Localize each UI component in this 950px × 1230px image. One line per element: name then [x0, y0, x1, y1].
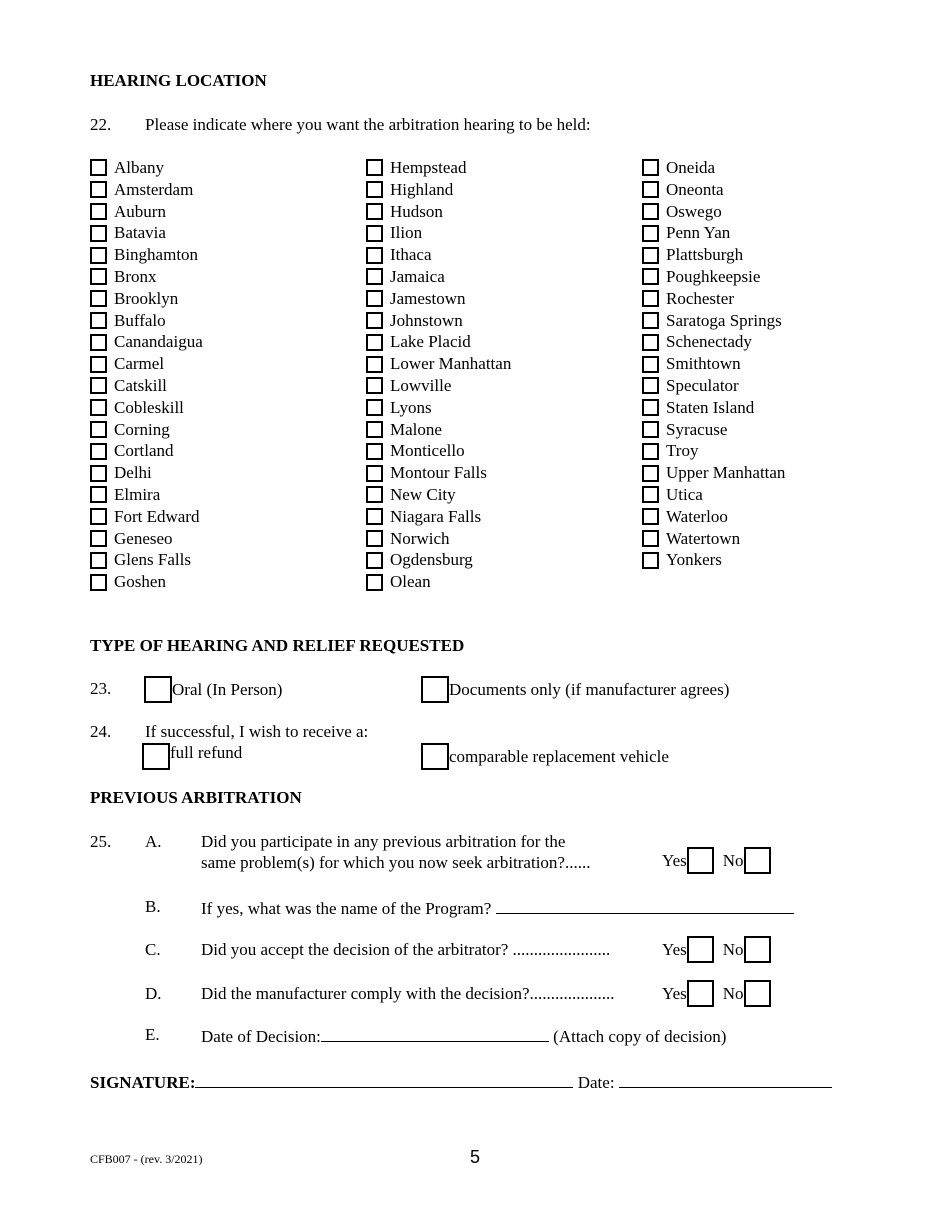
location-option-oneida[interactable] — [642, 157, 785, 179]
location-label: Johnstown — [390, 310, 463, 330]
location-checkbox-hempstead[interactable] — [366, 159, 383, 176]
location-label: Albany — [114, 158, 165, 177]
signature-date-label: Date: — [577, 1073, 615, 1092]
item-c-no-label: No — [722, 939, 744, 959]
location-checkbox-ogdensburg[interactable] — [366, 552, 383, 569]
location-label: Poughkeepsie — [666, 266, 761, 286]
location-checkbox-utica[interactable] — [642, 486, 659, 503]
location-checkbox-highland[interactable] — [366, 181, 383, 198]
location-checkbox-ilion[interactable] — [366, 225, 383, 242]
section-heading-previous-arbitration: PREVIOUS ARBITRATION — [90, 788, 302, 807]
location-option-auburn[interactable] — [90, 201, 203, 223]
location-label: Hudson — [390, 201, 443, 221]
location-option-upper-manhattan[interactable] — [642, 462, 785, 484]
location-option-plattsburgh[interactable] — [642, 244, 785, 266]
location-label: Lower Manhattan — [390, 354, 512, 374]
location-checkbox-brooklyn[interactable] — [90, 290, 107, 307]
location-option-olean[interactable] — [366, 571, 511, 593]
full-refund-checkbox[interactable] — [142, 743, 170, 770]
location-label: Syracuse — [666, 419, 728, 439]
location-label: Bronx — [114, 266, 157, 286]
signature-field[interactable] — [195, 1071, 573, 1088]
location-option-corning[interactable] — [90, 419, 203, 441]
section-heading-hearing-location: HEARING LOCATION — [90, 71, 267, 90]
location-label: Malone — [390, 419, 442, 439]
location-label: Goshen — [114, 572, 166, 592]
full-refund-label: full refund — [170, 743, 243, 762]
location-label: Watertown — [666, 528, 741, 548]
location-option-highland[interactable] — [366, 179, 511, 201]
page-number: 5 — [470, 1147, 481, 1167]
location-label: Cortland — [114, 441, 174, 461]
location-label: Speculator — [666, 375, 739, 395]
location-label: Olean — [390, 572, 431, 592]
item-d-yes-label: Yes — [662, 983, 687, 1003]
item-c-yes-checkbox[interactable] — [687, 936, 714, 963]
location-label: Norwich — [390, 528, 450, 548]
location-checkbox-lyons[interactable] — [366, 399, 383, 416]
location-option-troy[interactable] — [642, 440, 785, 462]
item-a-letter: A. — [145, 832, 162, 851]
location-option-saratoga-springs[interactable] — [642, 310, 785, 332]
oral-hearing-checkbox[interactable] — [144, 676, 172, 703]
location-checkbox-cobleskill[interactable] — [90, 399, 107, 416]
location-option-staten-island[interactable] — [642, 397, 785, 419]
location-checkbox-waterloo[interactable] — [642, 508, 659, 525]
location-option-niagara-falls[interactable] — [366, 506, 511, 528]
location-option-delhi[interactable] — [90, 462, 203, 484]
location-checkbox-lake-placid[interactable] — [366, 334, 383, 351]
location-label: Niagara Falls — [390, 506, 482, 526]
location-checkbox-troy[interactable] — [642, 443, 659, 460]
question-22-text: Please indicate where you want the arbitration hearing to be held: — [145, 115, 591, 134]
location-option-hempstead[interactable] — [366, 157, 511, 179]
item-e-letter: E. — [145, 1025, 160, 1044]
location-checkbox-corning[interactable] — [90, 421, 107, 438]
location-checkbox-catskill[interactable] — [90, 377, 107, 394]
location-label: Plattsburgh — [666, 245, 744, 265]
item-d-letter: D. — [145, 984, 162, 1003]
location-checkbox-johnstown[interactable] — [366, 312, 383, 329]
location-checkbox-glens-falls[interactable] — [90, 552, 107, 569]
signature-label: SIGNATURE: — [90, 1073, 196, 1092]
location-checkbox-jamaica[interactable] — [366, 268, 383, 285]
location-label: Ilion — [390, 223, 423, 243]
item-c-text: Did you accept the decision of the arbitrator? ....................... — [201, 940, 611, 959]
location-option-smithtown[interactable] — [642, 353, 785, 375]
location-option-ilion[interactable] — [366, 222, 511, 244]
location-checkbox-lower-manhattan[interactable] — [366, 356, 383, 373]
location-label: Fort Edward — [114, 506, 200, 526]
item-d-text: Did the manufacturer comply with the decision?.................... — [201, 984, 615, 1003]
replacement-vehicle-label: comparable replacement vehicle — [449, 746, 669, 766]
form-code: CFB007 - (rev. 3/2021) — [90, 1152, 203, 1166]
item-d-no-checkbox[interactable] — [744, 980, 771, 1007]
item-e-note: (Attach copy of decision) — [553, 1027, 727, 1046]
item-e-text: Date of Decision: — [201, 1027, 321, 1046]
location-label: Elmira — [114, 484, 161, 504]
location-checkbox-norwich[interactable] — [366, 530, 383, 547]
documents-only-checkbox[interactable] — [421, 676, 449, 703]
location-checkbox-speculator[interactable] — [642, 377, 659, 394]
location-label: Yonkers — [666, 550, 722, 570]
location-option-lyons[interactable] — [366, 397, 511, 419]
location-label: Rochester — [666, 288, 734, 308]
location-checkbox-montour-falls[interactable] — [366, 465, 383, 482]
location-checkbox-syracuse[interactable] — [642, 421, 659, 438]
location-option-watertown[interactable] — [642, 528, 785, 550]
location-label: Ithaca — [390, 245, 432, 265]
location-checkbox-monticello[interactable] — [366, 443, 383, 460]
location-option-johnstown[interactable] — [366, 310, 511, 332]
question-24-number: 24. — [90, 722, 112, 741]
location-label: Binghamton — [114, 245, 199, 265]
location-checkbox-plattsburgh[interactable] — [642, 247, 659, 264]
location-option-utica[interactable] — [642, 484, 785, 506]
location-checkbox-canandaigua[interactable] — [90, 334, 107, 351]
location-label: Monticello — [390, 441, 465, 461]
location-option-amsterdam[interactable] — [90, 179, 203, 201]
location-label: Canandaigua — [114, 332, 203, 352]
item-a-yes-checkbox[interactable] — [687, 847, 714, 874]
location-option-jamestown[interactable] — [366, 288, 511, 310]
location-option-oneonta[interactable] — [642, 179, 785, 201]
location-label: Oneonta — [666, 179, 724, 199]
location-option-buffalo[interactable] — [90, 310, 203, 332]
location-label: Delhi — [114, 463, 152, 483]
location-option-canandaigua[interactable] — [90, 331, 203, 353]
item-a-line2: same problem(s) for which you now seek arbitration?...... — [201, 853, 591, 872]
location-checkbox-jamestown[interactable] — [366, 290, 383, 307]
location-label: Jamaica — [390, 266, 445, 286]
location-label: Staten Island — [666, 397, 755, 417]
location-option-malone[interactable] — [366, 419, 511, 441]
location-checkbox-new-city[interactable] — [366, 486, 383, 503]
location-label: Auburn — [114, 201, 166, 221]
location-checkbox-albany[interactable] — [90, 159, 107, 176]
item-c-letter: C. — [145, 940, 161, 959]
location-option-cobleskill[interactable] — [90, 397, 203, 419]
item-c-no-checkbox[interactable] — [744, 936, 771, 963]
location-column-1 — [90, 157, 203, 593]
location-checkbox-penn-yan[interactable] — [642, 225, 659, 242]
location-checkbox-malone[interactable] — [366, 421, 383, 438]
item-b-letter: B. — [145, 897, 161, 916]
item-a-line1: Did you participate in any previous arbitration for the — [201, 832, 566, 851]
location-checkbox-oswego[interactable] — [642, 203, 659, 220]
location-label: Hempstead — [390, 158, 467, 177]
location-option-schenectady[interactable] — [642, 331, 785, 353]
location-checkbox-upper-manhattan[interactable] — [642, 465, 659, 482]
location-checkbox-oneonta[interactable] — [642, 181, 659, 198]
location-label: Oswego — [666, 201, 722, 221]
question-23-number: 23. — [90, 679, 112, 698]
location-checkbox-staten-island[interactable] — [642, 399, 659, 416]
location-label: Jamestown — [390, 288, 466, 308]
question-24-text: If successful, I wish to receive a: — [145, 722, 369, 741]
location-checkbox-ithaca[interactable] — [366, 247, 383, 264]
location-option-cortland[interactable] — [90, 440, 203, 462]
location-column-3 — [642, 157, 785, 571]
location-checkbox-geneseo[interactable] — [90, 530, 107, 547]
location-option-brooklyn[interactable] — [90, 288, 203, 310]
replacement-vehicle-checkbox[interactable] — [421, 743, 449, 770]
location-checkbox-poughkeepsie[interactable] — [642, 268, 659, 285]
location-checkbox-schenectady[interactable] — [642, 334, 659, 351]
location-checkbox-saratoga-springs[interactable] — [642, 312, 659, 329]
location-label: Ogdensburg — [390, 550, 473, 570]
item-d-yes-checkbox[interactable] — [687, 980, 714, 1007]
location-checkbox-amsterdam[interactable] — [90, 181, 107, 198]
location-label: Lyons — [390, 397, 432, 417]
location-label: Corning — [114, 419, 170, 439]
location-label: Montour Falls — [390, 463, 487, 483]
location-label: Buffalo — [114, 310, 166, 330]
location-option-monticello[interactable] — [366, 440, 511, 462]
location-option-penn-yan[interactable] — [642, 222, 785, 244]
question-25-number: 25. — [90, 832, 112, 851]
location-label: Brooklyn — [114, 288, 179, 308]
location-checkbox-yonkers[interactable] — [642, 552, 659, 569]
location-checkbox-olean[interactable] — [366, 574, 383, 591]
location-label: Saratoga Springs — [666, 310, 782, 330]
documents-only-label: Documents only (if manufacturer agrees) — [449, 679, 730, 699]
location-option-lake-placid[interactable] — [366, 331, 511, 353]
location-checkbox-batavia[interactable] — [90, 225, 107, 242]
location-checkbox-smithtown[interactable] — [642, 356, 659, 373]
location-label: Batavia — [114, 223, 166, 243]
location-option-binghamton[interactable] — [90, 244, 203, 266]
location-label: Lowville — [390, 375, 452, 395]
location-label: Waterloo — [666, 506, 728, 526]
location-option-new-city[interactable] — [366, 484, 511, 506]
decision-date-field[interactable] — [321, 1025, 549, 1042]
location-label: Utica — [666, 484, 703, 504]
location-label: Highland — [390, 179, 454, 199]
item-a-yes-label: Yes — [662, 850, 687, 870]
location-option-oswego[interactable] — [642, 201, 785, 223]
location-option-ithaca[interactable] — [366, 244, 511, 266]
location-label: Smithtown — [666, 354, 741, 374]
item-b-text: If yes, what was the name of the Program? — [201, 899, 492, 918]
location-label: Cobleskill — [114, 397, 184, 417]
program-name-field[interactable] — [496, 897, 794, 914]
location-checkbox-auburn[interactable] — [90, 203, 107, 220]
location-label: Carmel — [114, 354, 165, 374]
location-label: Glens Falls — [114, 550, 191, 570]
location-checkbox-rochester[interactable] — [642, 290, 659, 307]
item-a-no-label: No — [722, 850, 744, 870]
oral-hearing-label: Oral (In Person) — [172, 679, 283, 699]
location-label: Upper Manhattan — [666, 463, 786, 483]
location-label: Penn Yan — [666, 223, 731, 243]
location-option-batavia[interactable] — [90, 222, 203, 244]
location-option-lower-manhattan[interactable] — [366, 353, 511, 375]
location-option-catskill[interactable] — [90, 375, 203, 397]
location-option-goshen[interactable] — [90, 571, 203, 593]
location-option-jamaica[interactable] — [366, 266, 511, 288]
location-option-elmira[interactable] — [90, 484, 203, 506]
location-label: Schenectady — [666, 332, 752, 352]
location-label: Geneseo — [114, 528, 173, 548]
item-d-no-label: No — [722, 983, 744, 1003]
location-option-fort-edward[interactable] — [90, 506, 203, 528]
location-checkbox-goshen[interactable] — [90, 574, 107, 591]
location-checkbox-niagara-falls[interactable] — [366, 508, 383, 525]
location-checkbox-oneida[interactable] — [642, 159, 659, 176]
location-checkbox-carmel[interactable] — [90, 356, 107, 373]
location-checkbox-delhi[interactable] — [90, 465, 107, 482]
location-label: Amsterdam — [114, 179, 194, 199]
location-label: Lake Placid — [390, 332, 471, 352]
signature-date-field[interactable] — [619, 1071, 832, 1088]
location-checkbox-elmira[interactable] — [90, 486, 107, 503]
location-option-bronx[interactable] — [90, 266, 203, 288]
location-checkbox-cortland[interactable] — [90, 443, 107, 460]
section-heading-type-of-hearing: TYPE OF HEARING AND RELIEF REQUESTED — [90, 636, 465, 655]
location-label: Troy — [666, 441, 699, 461]
location-option-lowville[interactable] — [366, 375, 511, 397]
location-label: Catskill — [114, 375, 167, 395]
location-option-glens-falls[interactable] — [90, 549, 203, 571]
location-option-rochester[interactable] — [642, 288, 785, 310]
location-option-waterloo[interactable] — [642, 506, 785, 528]
item-a-no-checkbox[interactable] — [744, 847, 771, 874]
location-option-norwich[interactable] — [366, 528, 511, 550]
location-checkbox-binghamton[interactable] — [90, 247, 107, 264]
location-option-geneseo[interactable] — [90, 528, 203, 550]
location-option-montour-falls[interactable] — [366, 462, 511, 484]
location-option-yonkers[interactable] — [642, 549, 785, 571]
location-checkbox-bronx[interactable] — [90, 268, 107, 285]
location-option-albany[interactable] — [90, 157, 203, 179]
location-option-hudson[interactable] — [366, 201, 511, 223]
location-option-ogdensburg[interactable] — [366, 549, 511, 571]
location-label: Oneida — [666, 158, 716, 177]
location-label: New City — [390, 484, 456, 504]
location-option-carmel[interactable] — [90, 353, 203, 375]
location-option-speculator[interactable] — [642, 375, 785, 397]
location-checkbox-lowville[interactable] — [366, 377, 383, 394]
location-option-syracuse[interactable] — [642, 419, 785, 441]
location-checkbox-buffalo[interactable] — [90, 312, 107, 329]
location-checkbox-fort-edward[interactable] — [90, 508, 107, 525]
location-checkbox-watertown[interactable] — [642, 530, 659, 547]
item-c-yes-label: Yes — [662, 939, 687, 959]
location-checkbox-hudson[interactable] — [366, 203, 383, 220]
location-column-2 — [366, 157, 511, 593]
question-22-number: 22. — [90, 115, 112, 134]
location-option-poughkeepsie[interactable] — [642, 266, 785, 288]
